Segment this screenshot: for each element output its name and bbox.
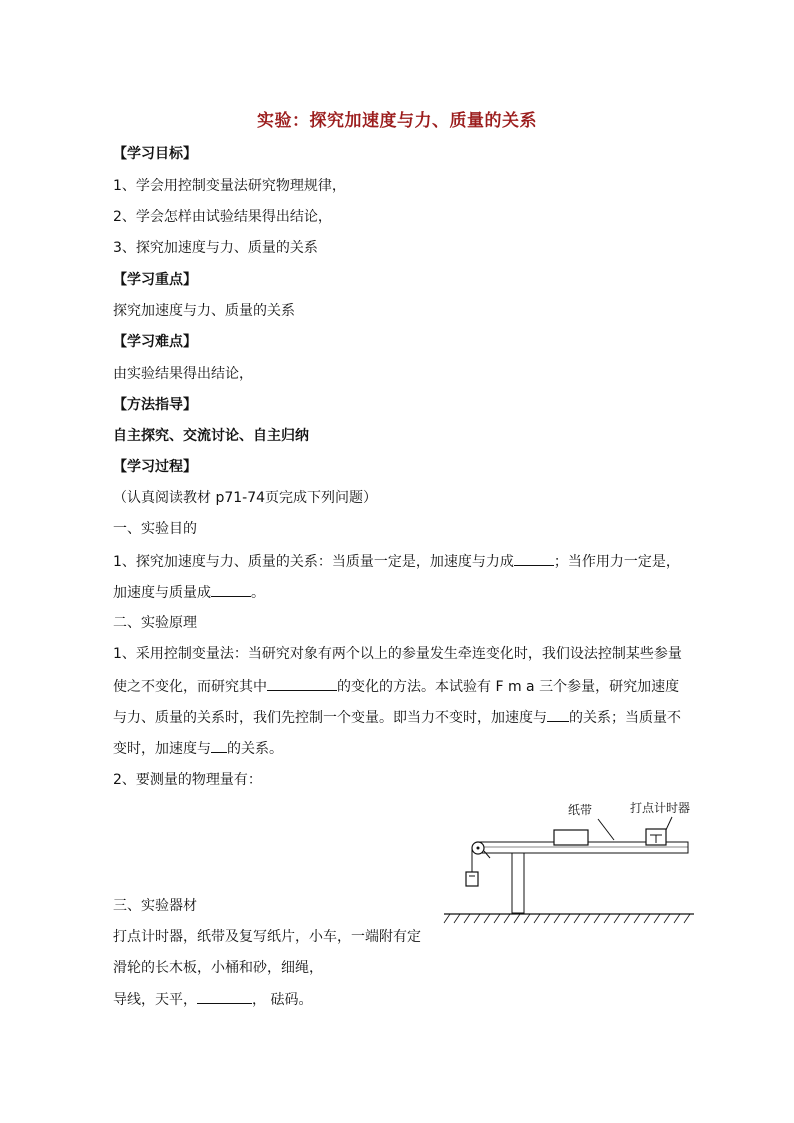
- fill-blank[interactable]: [514, 551, 554, 566]
- principle-line-4: [113, 738, 283, 759]
- cart: [554, 830, 588, 845]
- purpose-line-2: [113, 582, 265, 603]
- principle-heading: 二、实验原理: [113, 615, 197, 631]
- equipment-line-1: 打点计时器，纸带及复写纸片，小车，一端附有定: [113, 929, 421, 945]
- principle-text-2b: 的变化的方法。本试验有 F m a 三个参量，研究加速度: [337, 679, 680, 695]
- timer-label: 打点计时器: [630, 801, 691, 815]
- equipment-line-2: 滑轮的长木板，小桶和砂，细绳，: [113, 960, 323, 976]
- principle-text-4b: 的关系。: [227, 741, 283, 757]
- fill-blank[interactable]: [267, 676, 337, 691]
- experiment-apparatus-diagram: [440, 790, 700, 935]
- ground-hatching: [444, 914, 690, 923]
- principle-line-2: [113, 676, 679, 697]
- fill-blank[interactable]: [211, 582, 251, 597]
- fill-blank[interactable]: [211, 738, 227, 753]
- principle-text-4a: 变时，加速度与: [113, 741, 211, 757]
- table-leg: [512, 853, 524, 913]
- equipment-heading: 三、实验器材: [113, 898, 197, 914]
- weight-bucket: [466, 872, 478, 886]
- principle-text-2a: 使之不变化，而研究其中: [113, 679, 267, 695]
- page-title: 实验：探究加速度与力、质量的关系: [257, 111, 537, 131]
- goal-item: 1、学会用控制变量法研究物理规律，: [113, 178, 346, 194]
- focus-heading: 【学习重点】: [113, 272, 197, 288]
- goal-item: 2、学会怎样由试验结果得出结论，: [113, 209, 332, 225]
- pulley-axle: [477, 847, 480, 850]
- process-heading: 【学习过程】: [113, 459, 197, 475]
- equipment-line-3: [113, 989, 312, 1010]
- method-text: 自主探究、交流讨论、自主归纳: [113, 428, 309, 444]
- purpose-text-a: 1、探究加速度与力、质量的关系：当质量一定是，加速度与力成: [113, 554, 514, 570]
- purpose-heading: 一、实验目的: [113, 521, 197, 537]
- equipment-text-3b: ， 砝码。: [252, 992, 313, 1008]
- principle-line-1: 1、采用控制变量法：当研究对象有两个以上的参量发生牵连变化时，我们设法控制某些参量: [113, 646, 682, 662]
- goals-heading: 【学习目标】: [113, 146, 197, 162]
- principle-text-3a: 与力、质量的关系时，我们先控制一个变量。即当力不变时，加速度与: [113, 710, 547, 726]
- purpose-text-b: ；当作用力一定是，: [553, 554, 680, 570]
- purpose-text-c: 加速度与质量成: [113, 585, 211, 601]
- difficulty-text: 由实验结果得出结论，: [113, 366, 253, 382]
- tape-label: 纸带: [568, 803, 593, 817]
- process-note: （认真阅读教材 p71-74页完成下列问题）: [113, 490, 378, 506]
- method-heading: 【方法指导】: [113, 397, 197, 413]
- goal-item: 3、探究加速度与力、质量的关系: [113, 240, 318, 256]
- fill-blank[interactable]: [547, 707, 569, 722]
- purpose-text-d: 。: [251, 585, 265, 601]
- fill-blank[interactable]: [197, 989, 252, 1004]
- tape-pointer-line: [598, 819, 614, 840]
- equipment-text-3a: 导线，天平，: [113, 992, 197, 1008]
- difficulty-heading: 【学习难点】: [113, 334, 197, 350]
- principle-measure: 2、要测量的物理量有：: [113, 772, 262, 788]
- principle-line-3: [113, 707, 681, 728]
- focus-text: 探究加速度与力、质量的关系: [113, 303, 295, 319]
- purpose-line-1: [113, 551, 680, 572]
- principle-text-3b: 的关系；当质量不: [569, 710, 681, 726]
